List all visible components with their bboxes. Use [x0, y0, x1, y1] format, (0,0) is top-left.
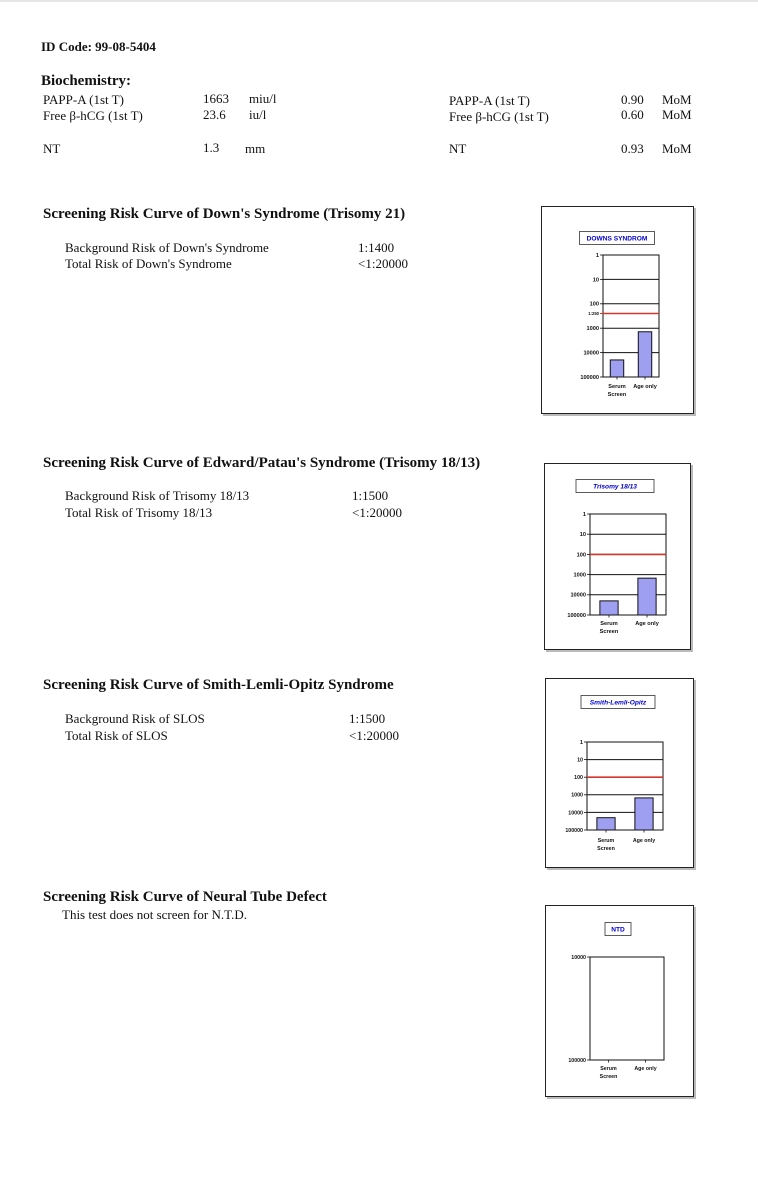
chart-title: DOWNS SYNDROM: [586, 235, 648, 243]
risk-label: Background Risk of Trisomy 18/13: [65, 488, 250, 503]
bio-label: Free β-hCG (1st T): [43, 108, 143, 123]
y-tick-label: 100000: [567, 612, 586, 619]
y-tick-label: 1: [580, 739, 583, 746]
section-title: Screening Risk Curve of Down's Syndrome (Trisomy 21): [43, 206, 406, 222]
chart-canvas: [545, 464, 690, 649]
bio-label: PAPP-A (1st T): [43, 92, 124, 107]
mom-value: 0.90: [621, 92, 644, 107]
mom-label: NT: [449, 141, 467, 156]
bar-age-only: [638, 578, 656, 615]
x-tick-label: Age only: [634, 1066, 657, 1072]
x-tick-label: Serum: [600, 1066, 617, 1072]
y-tick-label: 10: [577, 757, 583, 764]
y-tick-label: 10000: [583, 350, 599, 357]
y-tick-label: 100000: [565, 827, 583, 834]
x-tick-label: Screen: [599, 1074, 618, 1080]
section-title: Screening Risk Curve of Smith-Lemli-Opitz Syndrome: [43, 677, 394, 693]
y-tick-label: 1000: [571, 792, 583, 799]
chart-canvas: [546, 679, 693, 867]
page-top-border: [0, 0, 758, 2]
risk-value: <1:20000: [352, 505, 402, 520]
section-note: This test does not screen for N.T.D.: [62, 907, 247, 922]
bio-value: 1663: [203, 91, 229, 106]
chart-title: NTD: [611, 926, 625, 934]
risk-chart-ntd: [545, 905, 694, 1097]
y-tick-label: 1000: [586, 326, 599, 333]
x-tick-label: Serum: [608, 384, 626, 390]
mom-value: 0.93: [621, 141, 644, 156]
mom-unit: MoM: [662, 92, 692, 107]
mom-value: 0.60: [621, 107, 644, 122]
x-tick-label: Screen: [607, 392, 627, 398]
bar-serum-screen: [600, 601, 618, 615]
section-title: Screening Risk Curve of Edward/Patau's Syndrome (Trisomy 18/13): [43, 455, 481, 471]
bio-value: 1.3: [203, 140, 220, 155]
risk-value: <1:20000: [358, 256, 408, 271]
bar-age-only: [638, 332, 651, 377]
bio-label: NT: [43, 141, 61, 156]
section-title: Screening Risk Curve of Neural Tube Defect: [43, 889, 327, 905]
x-tick-label: Age only: [632, 838, 656, 844]
chart-canvas: [546, 906, 693, 1096]
risk-value: 1:1400: [358, 240, 395, 255]
risk-label: Background Risk of Down's Syndrome: [65, 240, 269, 255]
risk-label: Background Risk of SLOS: [65, 711, 205, 726]
bio-unit: iu/l: [249, 107, 267, 122]
x-tick-label: Serum: [600, 621, 618, 627]
bar-serum-screen: [610, 360, 623, 377]
y-tick-label: 10: [579, 532, 586, 539]
x-tick-label: Screen: [597, 846, 615, 852]
chart-title: Trisomy 18/13: [593, 483, 637, 491]
mom-unit: MoM: [662, 107, 692, 122]
y-tick-label: 1000: [573, 572, 586, 579]
id-code: ID Code: 99-08-5404: [41, 39, 156, 54]
risk-value: <1:20000: [349, 728, 399, 743]
y-tick-label: 10000: [570, 592, 586, 599]
bar-serum-screen: [597, 818, 615, 830]
y-tick-label: 100: [574, 775, 583, 782]
mom-label: Free β-hCG (1st T): [449, 109, 549, 124]
y-tick-label: 100: [576, 552, 586, 559]
y-tick-label: 10000: [571, 954, 586, 961]
risk-chart-down-syndrome: [541, 206, 694, 414]
y-tick-label: 1: [595, 252, 599, 259]
y-tick-label: 1: [582, 511, 586, 518]
mom-unit: MoM: [662, 141, 692, 156]
risk-label: Total Risk of Down's Syndrome: [65, 256, 232, 271]
x-tick-label: Screen: [599, 629, 619, 635]
chart-canvas: [542, 207, 693, 413]
risk-label: Total Risk of Trisomy 18/13: [65, 505, 213, 520]
x-tick-label: Age only: [635, 621, 659, 627]
risk-chart-slos: [545, 678, 694, 868]
y-tick-label: 100000: [580, 374, 599, 381]
plot-area: [590, 957, 664, 1060]
mom-label: PAPP-A (1st T): [449, 93, 530, 108]
cutoff-label: 1:250: [588, 311, 599, 317]
x-tick-label: Age only: [633, 384, 657, 390]
y-tick-label: 100000: [568, 1057, 586, 1064]
x-tick-label: Serum: [597, 838, 615, 844]
chart-title: Smith-Lemli-Opitz: [589, 699, 647, 707]
bio-unit: miu/l: [249, 91, 277, 106]
biochemistry-title: Biochemistry:: [41, 73, 131, 89]
y-tick-label: 10: [592, 277, 599, 284]
y-tick-label: 100: [589, 301, 599, 308]
risk-label: Total Risk of SLOS: [65, 728, 168, 743]
bio-value: 23.6: [203, 107, 226, 122]
bio-unit: mm: [245, 141, 266, 156]
y-tick-label: 10000: [568, 810, 583, 817]
risk-value: 1:1500: [349, 711, 386, 726]
risk-value: 1:1500: [352, 488, 389, 503]
risk-chart-trisomy-18-13: [544, 463, 691, 650]
bar-age-only: [635, 798, 653, 830]
